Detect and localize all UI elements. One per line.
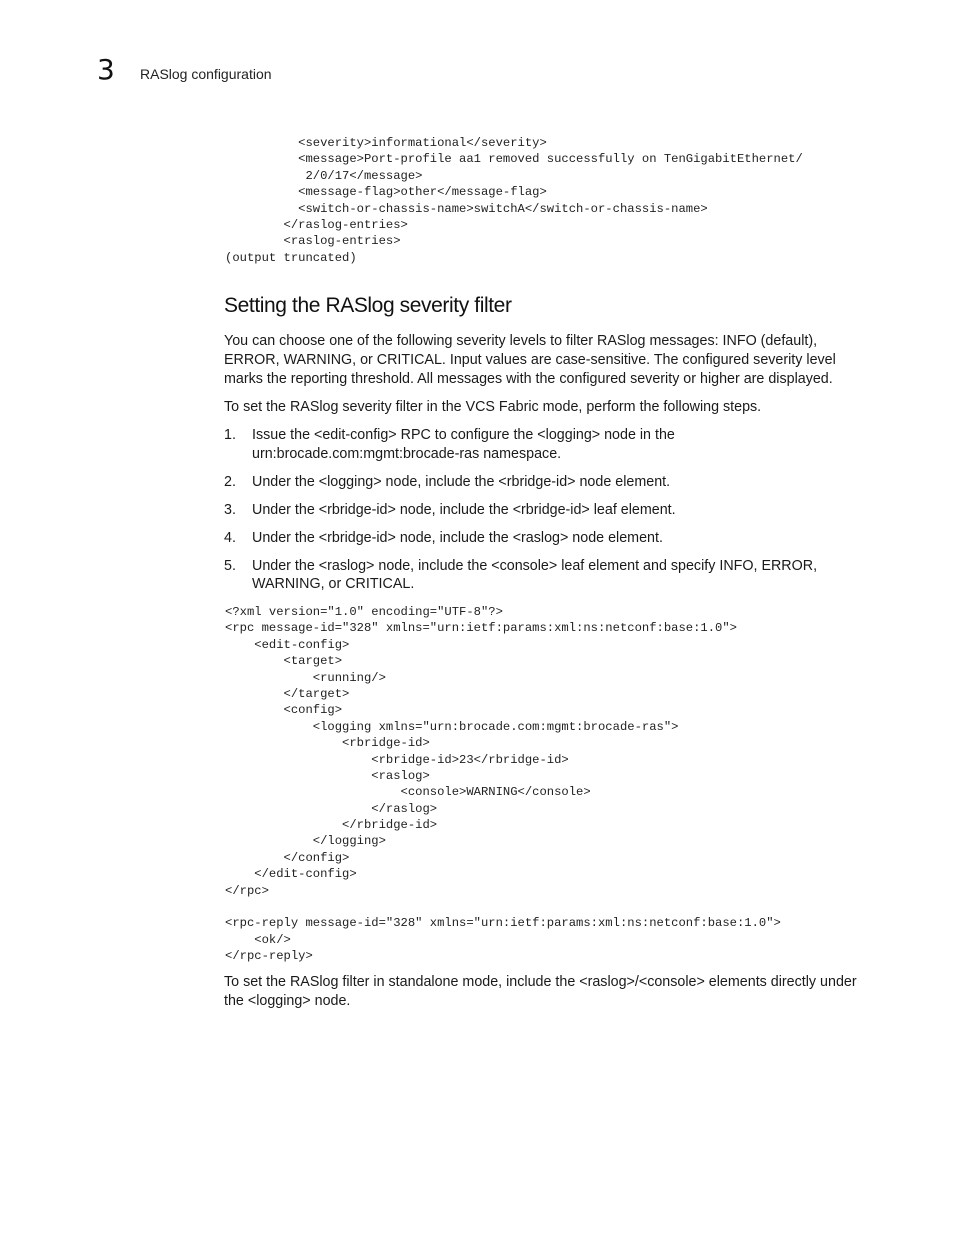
section-title: Setting the RASlog severity filter bbox=[224, 294, 512, 317]
chapter-number: 3 bbox=[97, 53, 115, 86]
code-line: <edit-config> bbox=[225, 637, 350, 652]
code-line: (output truncated) bbox=[225, 250, 357, 265]
code-line: </raslog> bbox=[225, 801, 438, 816]
step-text: Under the <rbridge-id> node, include the <raslog> node element. bbox=[252, 529, 663, 546]
code-line: <rpc message-id="328" xmlns="urn:ietf:params:xml:ns:netconf:base:1.0"> bbox=[225, 621, 737, 636]
code-line: </rbridge-id> bbox=[225, 818, 438, 833]
running-header-title: RASlog configuration bbox=[140, 66, 272, 82]
steps-lead-paragraph: To set the RASlog severity filter in the VCS Fabric mode, perform the following steps. bbox=[224, 399, 762, 415]
step-number: 3. bbox=[224, 501, 236, 518]
list-item bbox=[224, 557, 864, 594]
code-line bbox=[225, 899, 781, 915]
code-line: </config> bbox=[225, 850, 350, 865]
intro-paragraph: You can choose one of the following severity levels to filter RASlog messages: INFO (default), ERROR, WARNING, or CRITICAL. Input values are case-sensitive. The configured severity level marks the reporting threshold. All messages with the configured severity or higher are displayed. bbox=[224, 333, 836, 387]
list-item bbox=[224, 501, 864, 520]
step-number: 4. bbox=[224, 529, 236, 546]
code-line: <switch-or-chassis-name>switchA</switch-or-chassis-name> bbox=[225, 201, 708, 216]
step-text: Under the <raslog> node, include the <console> leaf element and specify INFO, ERROR, WARNING, or CRITICAL. bbox=[252, 557, 818, 592]
list-item bbox=[224, 426, 864, 463]
step-text: Under the <rbridge-id> node, include the <rbridge-id> leaf element. bbox=[252, 501, 676, 518]
code-line: <logging xmlns="urn:brocade.com:mgmt:brocade-ras"> bbox=[225, 719, 679, 734]
code-line: </edit-config> bbox=[225, 867, 357, 882]
code-line: </rpc-reply> bbox=[225, 949, 313, 964]
closing-paragraph: To set the RASlog filter in standalone mode, include the <raslog>/<console> elements directly under the <logging> node. bbox=[224, 974, 857, 1009]
code-block-rpc-example bbox=[225, 604, 781, 965]
steps-list bbox=[224, 426, 864, 603]
code-line: <message-flag>other</message-flag> bbox=[225, 185, 547, 200]
step-number: 1. bbox=[224, 427, 236, 443]
step-text: Under the <logging> node, include the <rbridge-id> node element. bbox=[252, 473, 671, 490]
list-item bbox=[224, 529, 864, 548]
code-line: <severity>informational</severity> bbox=[225, 136, 547, 150]
code-line: <message>Port-profile aa1 removed successfully on TenGigabitEthernet/ bbox=[225, 152, 803, 167]
code-line: 2/0/17</message> bbox=[225, 168, 423, 183]
code-line: </logging> bbox=[225, 834, 386, 849]
code-line: </raslog-entries> bbox=[225, 217, 408, 232]
code-block-output bbox=[225, 135, 803, 266]
step-text: Issue the <edit-config> RPC to configure the <logging> node in the urn:brocade.com:mgmt:brocade-ras namespace. bbox=[252, 427, 675, 462]
code-line: <rpc-reply message-id="328" xmlns="urn:ietf:params:xml:ns:netconf:base:1.0"> bbox=[225, 916, 781, 931]
code-line: <console>WARNING</console> bbox=[225, 785, 591, 800]
code-line: <rbridge-id> bbox=[225, 736, 430, 751]
code-line: <raslog-entries> bbox=[225, 234, 401, 249]
list-item bbox=[224, 473, 864, 492]
code-line: <running/> bbox=[225, 670, 386, 685]
step-number: 2. bbox=[224, 473, 236, 490]
code-line: <ok/> bbox=[225, 932, 291, 947]
step-number: 5. bbox=[224, 557, 236, 574]
code-line: <target> bbox=[225, 654, 343, 669]
code-line: </target> bbox=[225, 686, 350, 701]
code-line: <?xml version="1.0" encoding="UTF-8"?> bbox=[225, 605, 503, 619]
code-line: </rpc> bbox=[225, 883, 269, 898]
code-line: <config> bbox=[225, 703, 343, 718]
code-line: <rbridge-id>23</rbridge-id> bbox=[225, 752, 569, 767]
code-line: <raslog> bbox=[225, 768, 430, 783]
